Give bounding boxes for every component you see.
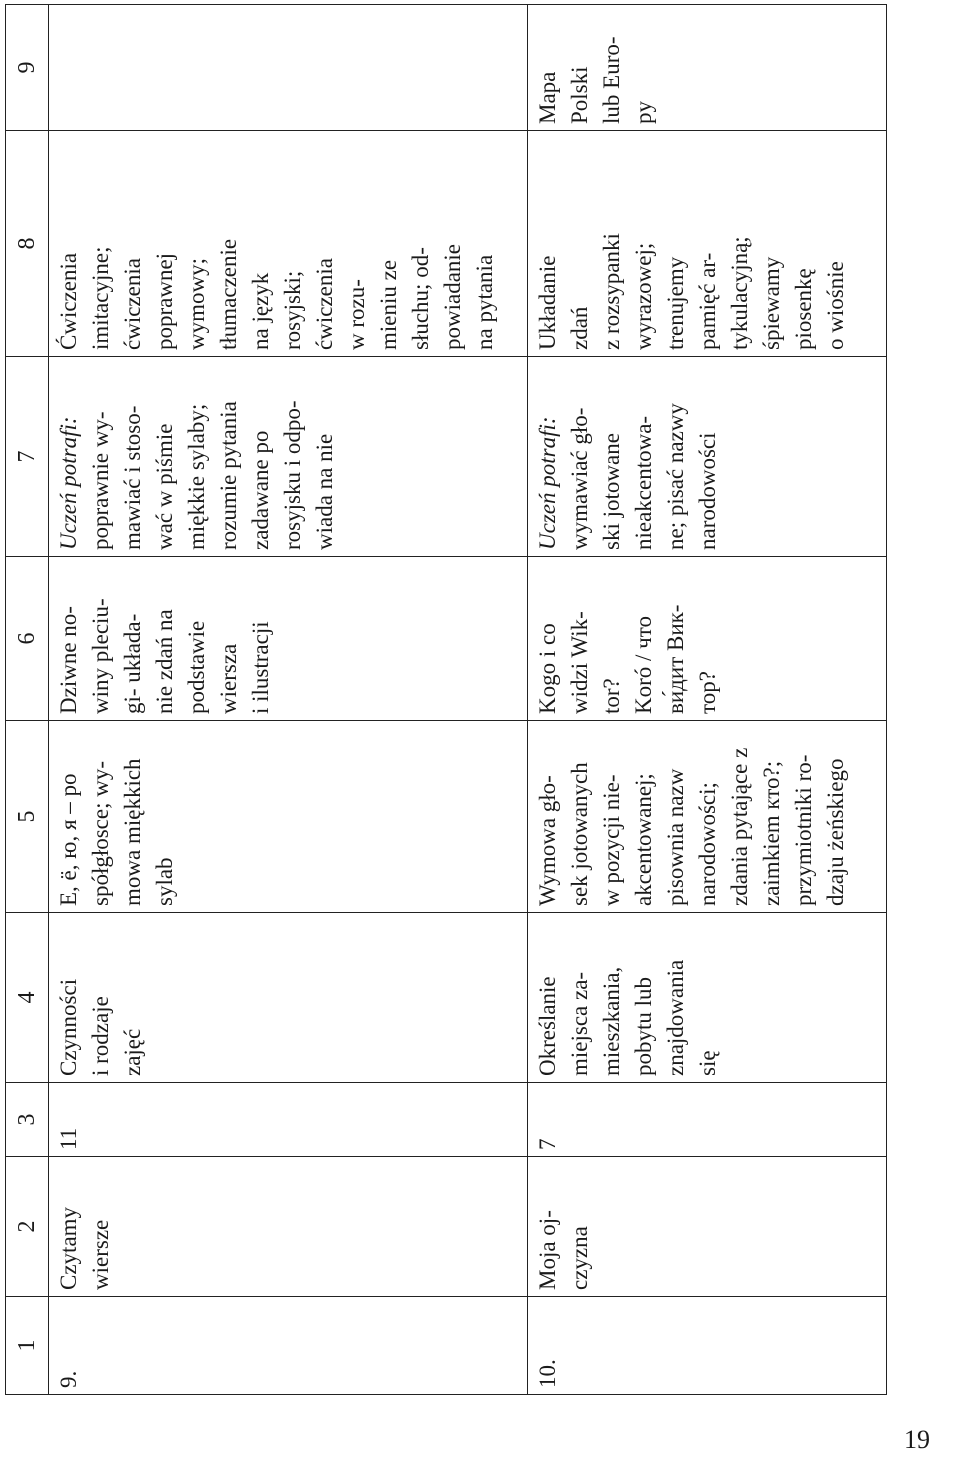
cell-exercises: Ćwiczenia imitacyjne; ćwiczenia poprawnej wymowy; tłumaczenie na język rosyjski; ćwiczenia w rozu- mieniu ze słuchu; od- powiadanie na pytania <box>49 131 528 357</box>
curriculum-table <box>5 4 887 1395</box>
outcomes-text: wymawiać gło- ski jotowane nieakcentowa- ne; pisać nazwy narodowości <box>567 403 720 550</box>
cell-topic: Czytamy wiersze <box>49 1157 528 1297</box>
cell-topic: Moja oj- czyzna <box>528 1157 887 1297</box>
cell-outcomes <box>528 357 887 557</box>
header-row <box>6 5 49 1395</box>
table-row <box>49 5 528 1395</box>
cell-phonetics: Wymowa gło- sek jotowanych w pozycji nie- akcentowanej; pisownia nazw narodowości; zdania pytające z zaimkiem кто?; przymiotniki ro- dzaju żeńskiego <box>528 721 887 913</box>
header-col-6: 6 <box>6 557 49 721</box>
page-number: 19 <box>904 1425 930 1454</box>
outcomes-text: poprawnie wy- mawiać i stoso- wać w piśmie miękkie sylaby; rozumie pytania zadawane po rosyjsku i odpo- wiada na nie <box>88 400 337 550</box>
cell-grammar: Dziwne no- winy pleciu- gi- układa- nie zdań na podstawie wiersza i ilustracji <box>49 557 528 721</box>
outcomes-intro: Uczeń potrafi: <box>56 416 81 550</box>
cell-number: 9. <box>49 1297 528 1395</box>
cell-materials: Mapa Polski lub Euro- py <box>528 5 887 131</box>
header-col-9: 9 <box>6 5 49 131</box>
rotated-table-container <box>5 5 877 1395</box>
table-row <box>528 5 887 1395</box>
header-col-3: 3 <box>6 1083 49 1157</box>
cell-outcomes <box>49 357 528 557</box>
cell-hours: 11 <box>49 1083 528 1157</box>
cell-exercises: Układanie zdań z rozsypanki wyrazowej; trenujemy pamięć ar- tykulacyjną; śpiewamy piosenkę o wiośnie <box>528 131 887 357</box>
cell-number: 10. <box>528 1297 887 1395</box>
header-col-5: 5 <box>6 721 49 913</box>
cell-activity: Czynności i rodzaje zajęć <box>49 913 528 1083</box>
cell-grammar: Kogo i co widzi Wik- tor? Koró / что ви́дит Вик- тор? <box>528 557 887 721</box>
cell-phonetics: E, ё, ю, я – po spółgłosce; wy- mowa miękkich sylab <box>49 721 528 913</box>
header-col-7: 7 <box>6 357 49 557</box>
cell-hours: 7 <box>528 1083 887 1157</box>
outcomes-intro: Uczeń potrafi: <box>535 416 560 550</box>
header-col-8: 8 <box>6 131 49 357</box>
cell-materials <box>49 5 528 131</box>
header-col-2: 2 <box>6 1157 49 1297</box>
header-col-1: 1 <box>6 1297 49 1395</box>
cell-activity: Określanie miejsca za- mieszkania, pobytu lub znajdowania się <box>528 913 887 1083</box>
header-col-4: 4 <box>6 913 49 1083</box>
